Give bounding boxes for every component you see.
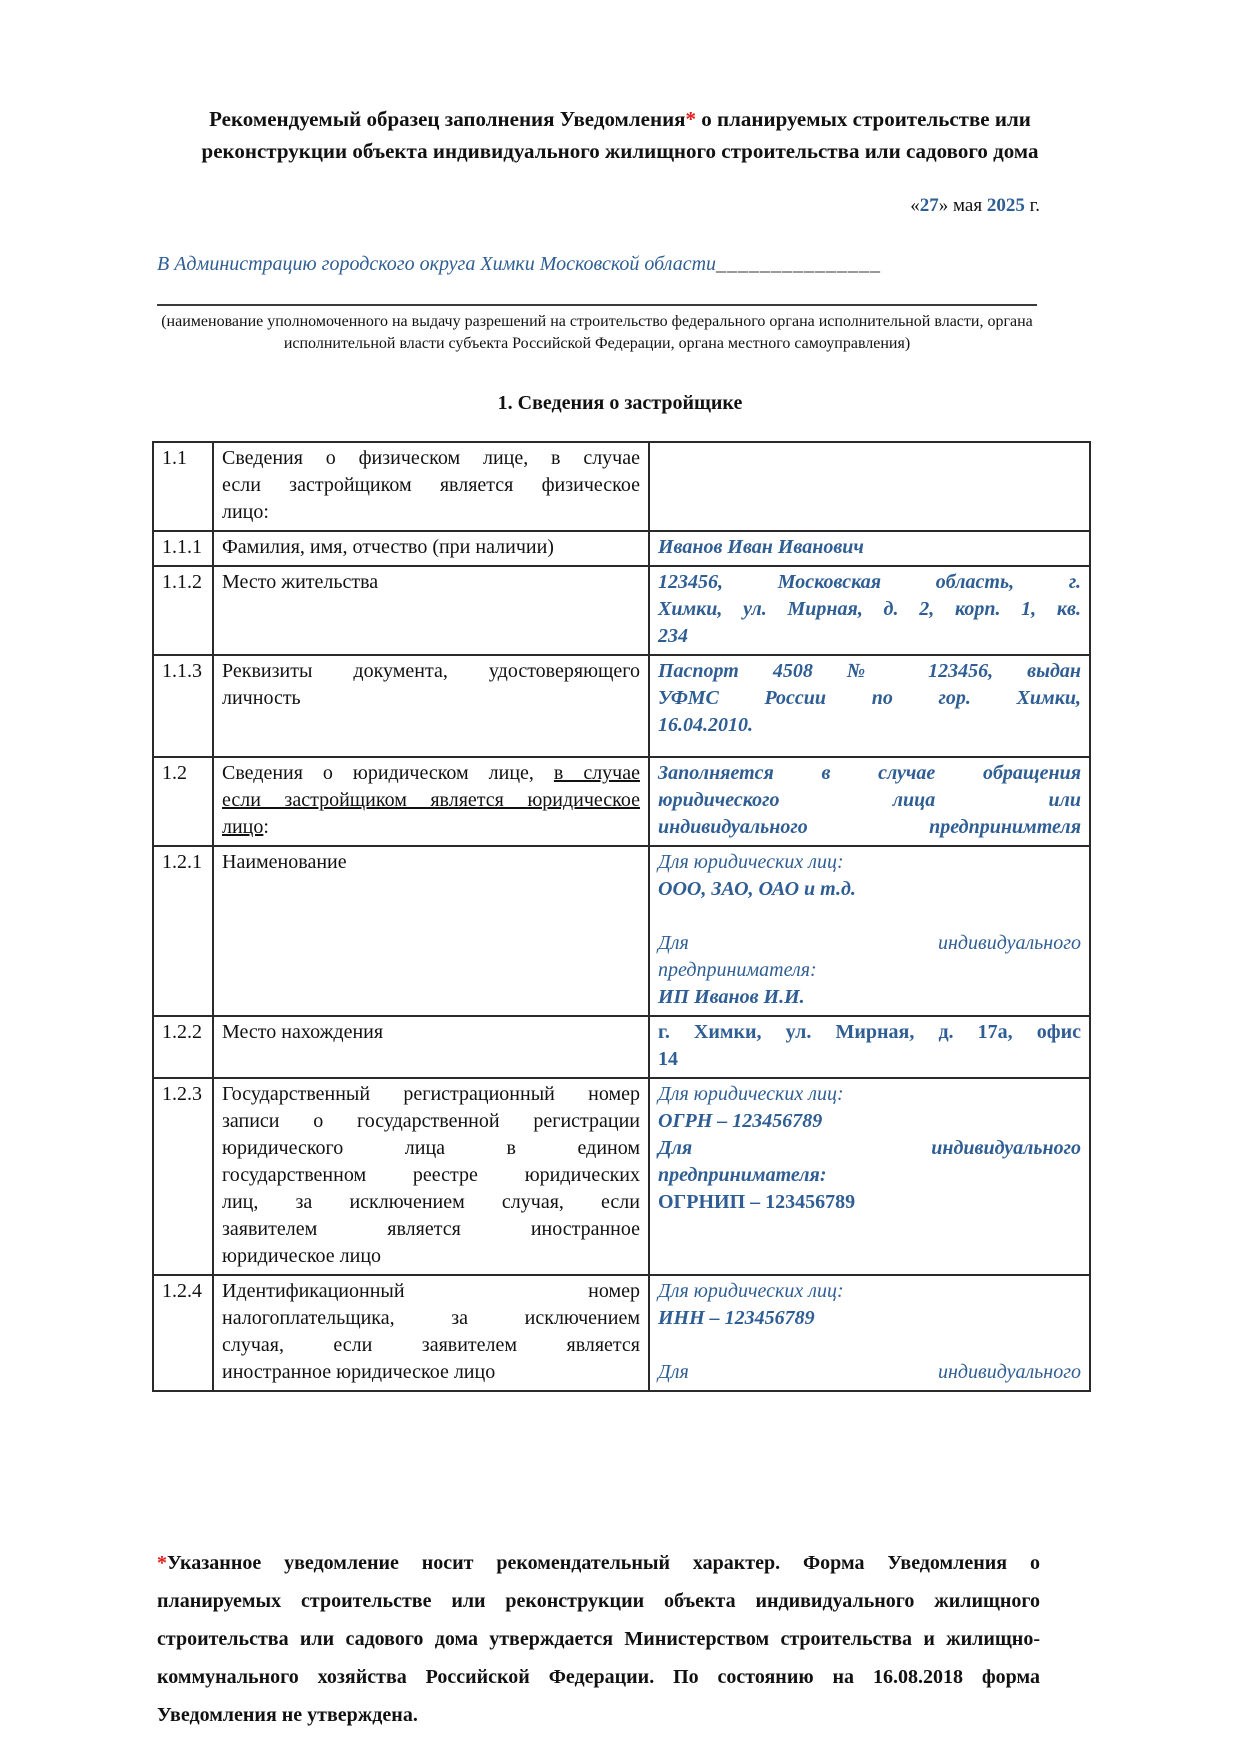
recipient-blank-underscores: _______________ (716, 253, 882, 275)
row-label: Наименование (213, 846, 649, 1016)
row-value (649, 442, 1090, 531)
row-label: Сведения о юридическом лице, в случае если застройщиком является юридическое лицо: (213, 757, 649, 846)
info-table (152, 441, 1091, 1392)
row-value: г. Химки, ул. Мирная, д. 17а, офис 14 (649, 1016, 1090, 1078)
recipient-line (157, 253, 1060, 276)
title-text-pre: Рекомендуемый образец заполнения Уведомления (209, 107, 686, 131)
table-row-1.2.4 (153, 1275, 1090, 1391)
row-number: 1.2.4 (153, 1275, 213, 1391)
row-label: Реквизиты документа, удостоверяющего личность (213, 655, 649, 757)
row-label: Государственный регистрационный номер записи о государственной регистрации юридического лица в едином государственном реестре юридических лиц, за исключением случая, если заявителем является иностранное юридическое лицо (213, 1078, 649, 1275)
row-value: Для юридических лиц: ОГРН – 123456789 Для индивидуального предпринимателя: ОГРНИП – 123456789 (649, 1078, 1090, 1275)
row-label: Фамилия, имя, отчество (при наличии) (213, 531, 649, 566)
row-number: 1.2.3 (153, 1078, 213, 1275)
table-row-1.2.1 (153, 846, 1090, 1016)
date-year: 2025 (986, 195, 1025, 216)
row-number: 1.1.2 (153, 566, 213, 655)
row-value: 123456, Московская область, г. Химки, ул. Мирная, д. 2, корп. 1, кв. 234 (649, 566, 1090, 655)
row-number: 1.1 (153, 442, 213, 531)
table-row-1.1 (153, 442, 1090, 531)
row-value: Заполняется в случае обращения юридического лица или индивидуального предпринимтеля (649, 757, 1090, 846)
footnote-asterisk-marker: * (157, 1552, 167, 1575)
table-row-1.2 (153, 757, 1090, 846)
row-value: Для юридических лиц: ООО, ЗАО, ОАО и т.д. Для индивидуального предпринимателя: ИП Иванов И.И. (649, 846, 1090, 1016)
table-row-1.1.2 (153, 566, 1090, 655)
date-line (0, 195, 1040, 217)
document-title (170, 104, 1070, 167)
recipient-authority-name: В Администрацию городского округа Химки Московской области (157, 253, 717, 275)
row-number: 1.2 (153, 757, 213, 846)
title-asterisk-marker: * (685, 107, 697, 131)
row-label: Идентификационный номер налогоплательщика, за исключением случая, если заявителем является иностранное юридическое лицо (213, 1275, 649, 1391)
date-open-quote: « (910, 195, 920, 216)
row-value: Иванов Иван Иванович (649, 531, 1090, 566)
date-day: 27 (919, 195, 939, 216)
row-number: 1.1.1 (153, 531, 213, 566)
section-heading: 1. Сведения о застройщике (497, 392, 743, 415)
info-table-body (153, 442, 1090, 1391)
blank-fill-line (157, 276, 1037, 306)
table-row-1.1.1 (153, 531, 1090, 566)
footnote (157, 1544, 1040, 1734)
row-number: 1.2.1 (153, 846, 213, 1016)
row-label: Место нахождения (213, 1016, 649, 1078)
table-row-1.1.3 (153, 655, 1090, 757)
footnote-text: Указанное уведомление носит рекомендательный характер. Форма Уведомления о планируемых строительстве или реконструкции объекта индивидуального жилищного строительства или садового дома утверждается Министерством строительства и жилищно-коммунального хозяйства Российской Федерации. По состоянию на 16.08.2018 форма Уведомления не утверждена. (157, 1552, 1040, 1727)
row-number: 1.2.2 (153, 1016, 213, 1078)
row-label: Место жительства (213, 566, 649, 655)
row-label: Сведения о физическом лице, в случае если застройщиком является физическое лицо: (213, 442, 649, 531)
row-number: 1.1.3 (153, 655, 213, 757)
row-value: Паспорт 4508 № 123456, выдан УФМС России по гор. Химки, 16.04.2010. (649, 655, 1090, 757)
table-row-1.2.3 (153, 1078, 1090, 1275)
row-value: Для юридических лиц: ИНН – 123456789 Для индивидуального (649, 1275, 1090, 1391)
table-row-1.2.2 (153, 1016, 1090, 1078)
date-close-quote: » (938, 195, 949, 216)
date-month: мая (948, 195, 987, 216)
title-text-post: о планируемых строительстве или реконструкции объекта индивидуального жилищного строительства или садового дома (201, 107, 1039, 163)
date-era: г. (1024, 195, 1040, 216)
recipient-caption: (наименование уполномоченного на выдачу разрешений на строительство федерального органа исполнительной власти, органа исполнительной власти субъекта Российской Федерации, органа местного самоуправления) (161, 313, 1033, 352)
